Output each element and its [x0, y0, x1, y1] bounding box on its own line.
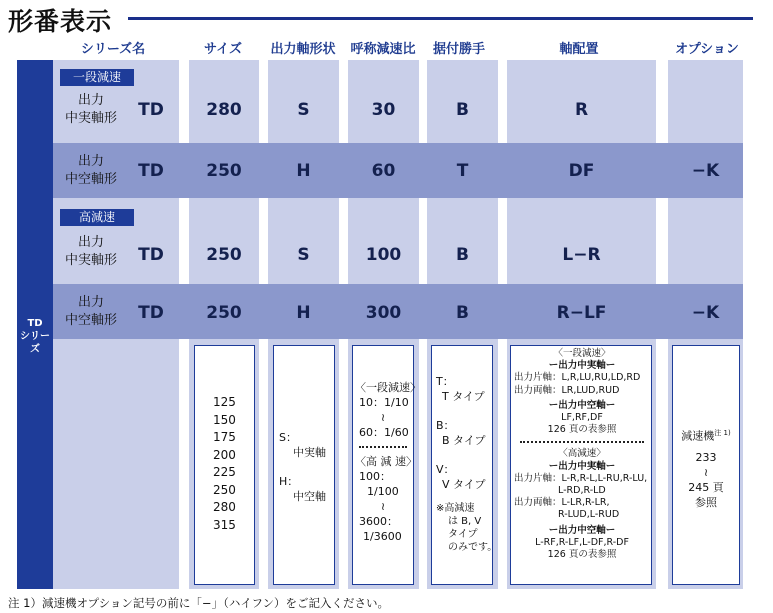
header-series: シリーズ名 [80, 42, 146, 57]
row2-series: TD [138, 161, 164, 181]
row3-size: 250 [206, 245, 242, 265]
ratio-options-box: 〈一段減速〉 10：1/10 ≀ 60：1/60 〈高 減 速〉 100： 1/100 ≀ 3600： 1/3600 [352, 345, 414, 585]
row3-arrangement: L−R [562, 245, 601, 265]
row1-mount: B [456, 100, 469, 120]
row4-arrangement: R−LF [556, 303, 607, 323]
footnote: 注 1）減速機オプション記号の前に「−」（ハイフン）をご記入ください。 [8, 596, 390, 610]
row2-arrangement: DF [568, 161, 595, 181]
option-options-box: 減速機$^{注 1)}$ 233 ≀ 245 頁 参照 [672, 345, 740, 585]
header-shaft: 出力軸形状 [270, 42, 336, 57]
mount-options-box: T： T タイプ B： B タイプ V： V タイプ ※高減速 は B, V タイプ のみです。 [431, 345, 493, 585]
row4-mount: B [456, 303, 469, 323]
header-arrangement: 軸配置 [559, 42, 599, 57]
series-label: TD シリーズ [20, 318, 50, 355]
row4-shaft-type: 出力 中空軸形 [64, 295, 117, 328]
tag-single-stage: 一段減速 [60, 69, 134, 86]
row1-ratio: 30 [371, 100, 396, 120]
arrangement-options-box: 〈一段減速〉 ー出力中実軸ー 出力片軸：L,R,LU,RU,LD,RD 出力両軸：LR,LUD,RUD ー出力中空軸ー LF,RF,DF 126 頁の表参照 〈高減速〉 ー出力中実軸ー 出力片軸：L-R,R-L,L-RU,R-LU, L-RD,R-LD 出力両軸：L-LR,R-LR, R-LUD,L-RUD ー出力中空軸ー L-RF,R-LF,L-DF,R-DF 126 頁の表参照 [510, 345, 652, 585]
row1-size: 280 [206, 100, 242, 120]
row2-shaft: H [296, 161, 311, 181]
row2-shaft-type: 出力 中空軸形 [64, 154, 117, 187]
header-option: オプション [675, 42, 739, 57]
row4-ratio: 300 [365, 303, 402, 323]
row4-shaft: H [296, 303, 311, 323]
page-title: 形番表示 [8, 7, 113, 36]
row3-shaft-type: 出力 中実軸形 [64, 235, 117, 268]
row4-series: TD [138, 303, 164, 323]
row1-shaft-type: 出力 中実軸形 [64, 93, 117, 126]
row2-ratio: 60 [371, 161, 396, 181]
row3-mount: B [456, 245, 469, 265]
row4-size: 250 [206, 303, 242, 323]
row1-arrangement: R [574, 100, 589, 120]
row3-series: TD [138, 245, 164, 265]
row1-series: TD [138, 100, 164, 120]
header-ratio: 呼称減速比 [350, 42, 416, 57]
header-size: サイズ [204, 42, 242, 57]
size-options-box: 125 150 175 200 225 250 280 315 [194, 345, 255, 585]
row2-mount: T [456, 161, 469, 181]
tag-high-reduction: 高減速 [60, 209, 134, 226]
row2-size: 250 [206, 161, 242, 181]
row1-shaft: S [297, 100, 310, 120]
row2-option: −K [691, 161, 720, 181]
shaft-options-box: S： 中実軸 H： 中空軸 [273, 345, 335, 585]
row3-shaft: S [297, 245, 310, 265]
row3-ratio: 100 [365, 245, 402, 265]
row4-option: −K [691, 303, 720, 323]
title-rule [128, 17, 753, 20]
header-mount: 据付勝手 [432, 42, 485, 57]
